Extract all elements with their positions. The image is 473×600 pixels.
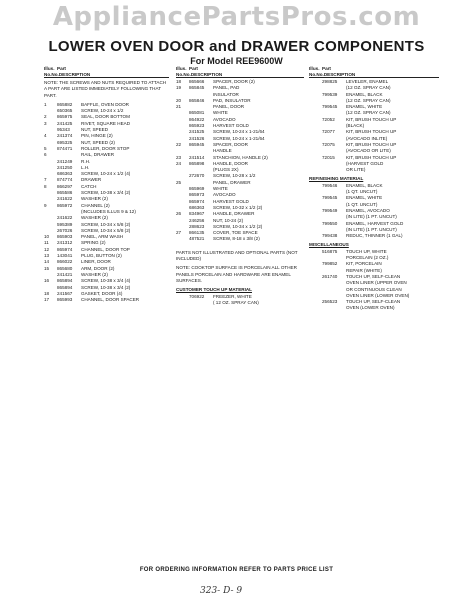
no-label: No. — [309, 71, 317, 77]
part-description: L.H. — [81, 164, 90, 170]
part-number: 865903 — [57, 234, 73, 240]
illus-number: 19 — [176, 85, 182, 91]
no-label: No. — [51, 71, 59, 77]
part-description: SCREW, 10-38 x 3/4 (2) — [81, 190, 131, 196]
part-description: (1 QT. UNCUT) — [346, 201, 378, 207]
part-number: 865993 — [57, 297, 73, 303]
part-description: PLUG, BUTTON (2) — [81, 253, 122, 259]
description-label: DESCRIPTION — [190, 71, 223, 77]
part-row — [44, 297, 169, 303]
part-description: (PLUGS 2X) — [213, 167, 239, 173]
part-number: 865894 — [57, 278, 73, 284]
part-description: ENAMEL, HARVEST GOLD — [346, 220, 404, 226]
part-number: 241312 — [57, 240, 73, 246]
part-number: 241250 — [57, 164, 73, 170]
part-description: CHANNEL (2) — [81, 202, 110, 208]
part-number: 799549 — [322, 207, 338, 213]
part-description: SCREW, 10-34 x 5/8 (2) — [81, 221, 131, 227]
ordering-info: FOR ORDERING INFORMATION REFER TO PARTS PRICE LIST — [139, 567, 334, 573]
part-number: 261740 — [322, 273, 338, 279]
part-row — [176, 300, 304, 306]
part-number: 799545 — [322, 104, 338, 110]
illus-number: 6 — [44, 152, 47, 158]
part-description: PANEL, ARM WASH — [81, 234, 124, 240]
part-number: 241622 — [57, 215, 73, 221]
part-number: 865974 — [57, 246, 73, 252]
illus-label: Illus. — [309, 66, 320, 71]
part-description: INSULATOR — [213, 91, 239, 97]
illus-number: 9 — [44, 202, 47, 208]
section-heading: MISCELLANEOUS — [309, 242, 349, 248]
illus-number: 10 — [44, 234, 50, 240]
part-description: CATCH — [81, 183, 97, 189]
part-number: 241567 — [57, 290, 73, 296]
part-number: 799539 — [322, 91, 338, 97]
part-description: SCREW, 10-28 x 1/2 — [213, 173, 256, 179]
column-header — [309, 66, 439, 78]
part-description: SCREW, 10-24 x 1-21/64 — [213, 135, 265, 141]
part-description: HANDLE, DRAWER — [213, 211, 255, 217]
part-number: 865898 — [189, 160, 205, 166]
page-title: LOWER OVEN DOOR and DRAWER COMPONENTS — [48, 38, 425, 55]
illus-number: 4 — [44, 133, 47, 139]
part-description: COVER, TOE SPACE — [213, 230, 258, 236]
part-description: KIT, BRUSH TOUCH UP — [346, 116, 397, 122]
part-description: (BLACK) — [346, 123, 365, 129]
part-number: 866022 — [57, 259, 73, 265]
part-row — [309, 167, 439, 173]
part-description: DRAWER — [81, 177, 102, 183]
part-description: (12 OZ. SPRAY CAN) — [346, 97, 391, 103]
part-number: 874774 — [57, 177, 73, 183]
part-description: CHANNEL, DOOR SPACER — [81, 297, 140, 303]
part-number: 865975 — [57, 114, 73, 120]
part-number: 865586 — [57, 190, 73, 196]
part-description: HANDLE, DOOR — [213, 160, 248, 166]
part-row — [309, 233, 439, 239]
part-description: KIT, BRUSH TOUCH UP — [346, 129, 397, 135]
part-number — [322, 305, 346, 311]
part-number: 241249 — [57, 158, 73, 164]
part-description: WHITE — [213, 110, 228, 116]
part-number: 865923 — [189, 123, 205, 129]
part-description: PANEL, PAD — [213, 85, 240, 91]
part-description: SCREW, 8-18 x 3/8 (2) — [213, 236, 260, 242]
part-description: (AVOCADO OR LITE) — [346, 148, 391, 154]
part-number: 866135 — [189, 230, 205, 236]
part-description: OR LITE) — [346, 167, 366, 173]
part-number: 72077 — [322, 129, 335, 135]
part-label: Part — [189, 66, 198, 71]
part-description: NUT, 10-24 (2) — [213, 217, 244, 223]
illus-number — [309, 233, 322, 239]
part-number: 865845 — [189, 85, 205, 91]
part-description: (INCLUDES ILLUS 9 & 12) — [81, 208, 136, 214]
part-description: SCREW, 10-38 x 3/4 (4) — [81, 278, 131, 284]
illus-number: 14 — [44, 259, 50, 265]
part-number: 865081 — [189, 110, 205, 116]
part-number: 865945 — [189, 141, 205, 147]
handwritten-code: 323- D- 9 — [200, 586, 243, 596]
part-description: TOUCH UP, SELF-CLEAN — [346, 273, 401, 279]
part-number: 864922 — [189, 116, 205, 122]
part-row — [309, 305, 439, 311]
part-number: 650365 — [57, 108, 73, 114]
part-description: GASKET, DOOR (4) — [81, 290, 123, 296]
part-description: HARVEST GOLD — [213, 123, 249, 129]
part-number: 799852 — [322, 261, 338, 267]
part-number: 288623 — [189, 223, 205, 229]
part-description: OVEN (LOWER OVEN) — [346, 305, 395, 311]
illus-number: 3 — [44, 120, 47, 126]
part-number: 706922 — [189, 293, 205, 299]
part-description: OR CONTINUOUS CLEAN — [346, 286, 402, 292]
illus-number: 23 — [176, 154, 182, 160]
part-number: 241622 — [57, 196, 73, 202]
part-number: 866297 — [57, 183, 73, 189]
part-description: (12 OZ. SPRAY CAN) — [346, 85, 391, 91]
part-number: 865974 — [189, 198, 205, 204]
parts-column-3 — [309, 66, 439, 312]
part-description: WASHER (2) — [81, 196, 108, 202]
part-description: AVOCADO — [213, 192, 236, 198]
illus-number — [309, 167, 322, 173]
part-number: 799438 — [322, 233, 338, 239]
part-description: SCREW, 10-34 x 1/2 (2) — [213, 223, 263, 229]
part-number: 72052 — [322, 116, 335, 122]
part-description: RIVET, SQUARE HEAD — [81, 120, 131, 126]
parts-column-2 — [176, 66, 304, 306]
column-header — [44, 66, 169, 78]
part-label: Part — [57, 66, 66, 71]
part-description: FREEZER, WHITE — [213, 293, 252, 299]
illus-number: 22 — [176, 141, 182, 147]
part-description: HANDLE — [213, 148, 232, 154]
watermark: AppliancePartsPros.com — [52, 2, 421, 32]
part-description: KIT, PORCELAIN — [346, 261, 382, 267]
illus-number: 25 — [176, 179, 182, 185]
part-description: LINER, DOOR — [81, 259, 111, 265]
parts-list — [309, 79, 439, 173]
part-number: 487521 — [189, 236, 205, 242]
part-description: (AVOCADO INLITE) — [346, 135, 388, 141]
description-label: DESCRIPTION — [323, 71, 356, 77]
part-number: 865882 — [57, 101, 73, 107]
part-number: 865846 — [189, 97, 205, 103]
part-description: OVEN LINER (UPPER OVEN — [346, 280, 407, 286]
part-description: HARVEST GOLD — [213, 198, 249, 204]
part-description: CHANNEL, DOOR TOP — [81, 246, 130, 252]
part-description: (IN LITE) (1 PT. UNCUT) — [346, 226, 397, 232]
no-label: No. — [316, 71, 324, 77]
part-description: ( 12 OZ. SPRAY CAN) — [213, 299, 259, 305]
parts-list — [309, 183, 439, 240]
part-number: 595389 — [57, 221, 73, 227]
part-description: OVEN LINER (LOWER OVEN) — [346, 292, 410, 298]
illus-number: 17 — [44, 297, 50, 303]
section-heading: PARTS NOT ILLUSTRATED AND OPTIONAL PARTS (NOT INCLUDED) — [176, 249, 298, 262]
parts-list — [309, 249, 439, 312]
illus-number: 13 — [44, 253, 50, 259]
part-description: SCREW, 10-32 x 1/2 (2) — [213, 204, 263, 210]
part-number: 241514 — [189, 154, 205, 160]
part-number: 241421 — [57, 271, 73, 277]
part-description: (1 QT. UNCUT) — [346, 189, 378, 195]
part-number: 256523 — [322, 299, 338, 305]
part-description: (HARVEST GOLD — [346, 160, 384, 166]
no-label: No. — [44, 71, 52, 77]
part-number — [322, 167, 346, 173]
illus-number: 27 — [176, 230, 182, 236]
illus-number: 11 — [44, 240, 49, 246]
part-description: AVOCADO — [213, 116, 236, 122]
part-number: 241526 — [189, 135, 205, 141]
parts-list — [176, 79, 304, 243]
section-heading: REFINISHING MATERIAL — [309, 176, 364, 182]
part-description: NUT, SPEED — [81, 127, 109, 133]
part-number: 865680 — [57, 265, 73, 271]
part-number: 516875 — [322, 248, 338, 254]
illus-number — [176, 300, 189, 306]
part-description: TOUCH UP, SELF-CLEAN — [346, 299, 401, 305]
parts-list — [44, 102, 169, 304]
part-description: ROLLER, DOOR STOP — [81, 145, 130, 151]
page-subtitle: For Model REE9600W — [190, 56, 283, 66]
part-description: RAIL, DRAWER — [81, 152, 115, 158]
part-description: ARM, DOOR (2) — [81, 265, 115, 271]
part-description: WHITE — [213, 186, 228, 192]
part-description: ENAMEL, AVOCADO — [346, 207, 390, 213]
illus-number: 16 — [44, 278, 50, 284]
illus-number: 1 — [44, 101, 47, 107]
no-label: No. — [176, 71, 184, 77]
part-number: 865969 — [189, 186, 205, 192]
part-description: SEAL, DOOR BOTTOM — [81, 114, 130, 120]
part-description: ENAMEL, BLACK — [346, 91, 383, 97]
part-number — [189, 300, 213, 306]
part-description: ENAMEL, WHITE — [346, 104, 383, 110]
no-label: No. — [183, 71, 191, 77]
part-description: PAD, INSULATOR — [213, 97, 251, 103]
illus-number: 7 — [44, 177, 47, 183]
part-description: PORCELAIN (2 OZ.) — [346, 255, 389, 261]
part-description: (IN LITE) (1 PT. UNCUT) — [346, 214, 397, 220]
illus-number: 18 — [44, 290, 50, 296]
part-number: 865973 — [189, 192, 205, 198]
part-description: REPAIR (WHITE) — [346, 267, 382, 273]
illus-number: 2 — [44, 114, 47, 120]
part-number: 834967 — [189, 211, 205, 217]
part-number: 865894 — [57, 284, 73, 290]
part-description: SCREW, 10-34 x 5/8 (2) — [81, 227, 131, 233]
part-description: ENAMEL, WHITE — [346, 195, 383, 201]
parts-column-1 — [44, 66, 169, 303]
part-description: SPRING (2) — [81, 240, 106, 246]
part-number: 799550 — [322, 220, 338, 226]
cooktop-note: NOTE: COOKTOP SURFACE IS PORCELAIN ALL OTHER PANELS PORCELAIN AND HARDWARE ARE ENAMEL SURFACES. — [176, 265, 297, 283]
part-description: KIT, BRUSH TOUCH UP — [346, 141, 397, 147]
illus-number — [176, 236, 189, 242]
section-heading: CUSTOMER TOUCH UP MATERIAL — [176, 287, 252, 293]
part-number: 72075 — [322, 141, 335, 147]
parts-list — [176, 294, 304, 307]
part-description: PIN, HINGE (2) — [81, 133, 113, 139]
part-number: 95343 — [57, 127, 70, 133]
illus-number: 18 — [176, 79, 182, 84]
part-description: REDUC, THINNER (1 GAL) — [346, 233, 403, 239]
part-number: 241525 — [189, 129, 205, 135]
part-description: R.H. — [81, 158, 91, 164]
part-number: 241374 — [57, 133, 73, 139]
part-description: ENAMEL, BLACK — [346, 182, 383, 188]
part-description: WASHER (2) — [81, 271, 108, 277]
column-header — [176, 66, 304, 78]
part-description: PANEL, DOOR — [213, 104, 245, 110]
illus-number: 21 — [176, 104, 182, 110]
part-number: 143041 — [57, 253, 73, 259]
part-description: SPACER, DOOR (2) — [213, 79, 255, 84]
part-description: SCREW, 10-38 x 3/4 (2) — [81, 284, 131, 290]
part-number: 298825 — [322, 79, 338, 84]
part-description: SCREW, 10-24 x 1/2 (4) — [81, 171, 131, 177]
part-number: 865666 — [189, 79, 205, 84]
part-description: WASHER (2) — [81, 215, 108, 221]
part-description: STANCHION, HANDLE (2) — [213, 154, 268, 160]
illus-number: 26 — [176, 211, 182, 217]
screws-note: NOTE: THE SCREWS AND NUTS REQUIRED TO ATTACH A PART ARE LISTED IMMEDIATELY FOLLOWING THAT PART. — [44, 80, 167, 98]
illus-number: 15 — [44, 265, 50, 271]
part-description: TOUCH UP, WHITE — [346, 248, 387, 254]
description-label: DESCRIPTION — [58, 71, 91, 77]
part-description: SCREW, 10-24 x 1-21/64 — [213, 129, 265, 135]
part-description: SPACER, DOOR — [213, 141, 248, 147]
illus-number: 12 — [44, 246, 50, 252]
illus-number: 8 — [44, 183, 47, 189]
part-description: LEVELER, ENAMEL — [346, 79, 389, 84]
part-description: PANEL, DRAWER — [213, 179, 251, 185]
illus-number — [309, 305, 322, 311]
part-label: Part — [322, 66, 331, 71]
part-description: SCREW, 10-24 x 1/2 — [81, 108, 124, 114]
part-number: 865972 — [57, 202, 73, 208]
part-number: 695325 — [57, 139, 73, 145]
part-description: NUT, SPEED (2) — [81, 139, 115, 145]
part-number: 686363 — [57, 171, 73, 177]
part-number: 72015 — [322, 154, 335, 160]
part-number: 241425 — [57, 120, 73, 126]
part-number: 267026 — [57, 227, 73, 233]
part-number: 246256 — [189, 217, 205, 223]
part-number: 799546 — [322, 182, 338, 188]
illus-label: Illus. — [176, 66, 187, 71]
illus-number: 20 — [176, 97, 182, 103]
illus-number: 5 — [44, 145, 47, 151]
part-number: 686363 — [189, 204, 205, 210]
part-number: 272670 — [189, 173, 205, 179]
part-number: 799545 — [322, 195, 338, 201]
part-number: 874471 — [57, 145, 73, 151]
part-description: BAFFLE, OVEN DOOR — [81, 101, 129, 107]
part-description: (12 OZ. SPRAY CAN) — [346, 110, 391, 116]
illus-label: Illus. — [44, 66, 55, 71]
part-row — [176, 236, 304, 242]
illus-number: 24 — [176, 160, 182, 166]
part-description: KIT, BRUSH TOUCH UP — [346, 154, 397, 160]
